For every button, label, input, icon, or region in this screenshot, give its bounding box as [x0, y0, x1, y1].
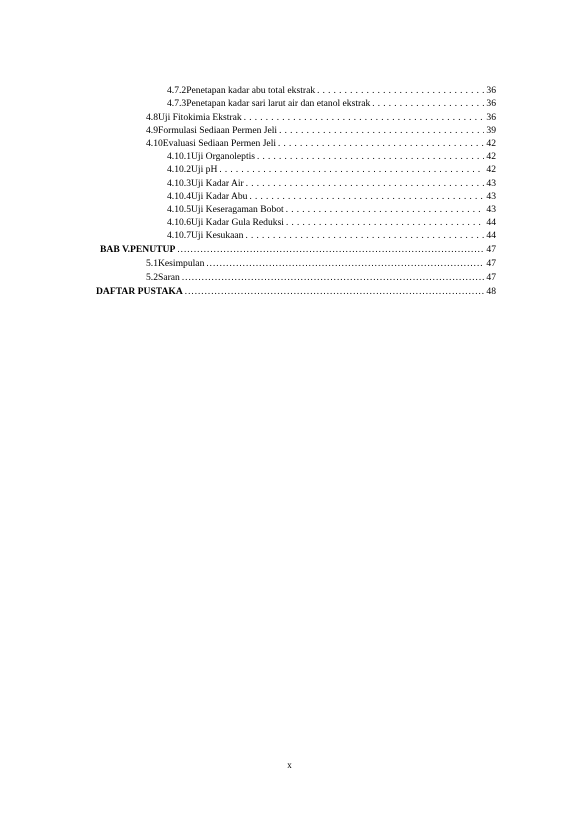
- toc-entry-page: 44: [486, 230, 496, 241]
- toc-dot-leader: [185, 285, 485, 297]
- toc-dot-leader: [177, 243, 484, 255]
- toc-bibliography-entry[interactable]: [96, 285, 496, 297]
- toc-entry[interactable]: [146, 257, 496, 269]
- toc-dot-leader: [182, 271, 485, 283]
- toc-entry-number: 5.1: [146, 258, 158, 269]
- toc-entry-number: 4.10.1: [167, 151, 191, 162]
- toc-entry-number: 4.10.2: [167, 164, 191, 175]
- toc-entry-page: 47: [486, 272, 496, 283]
- toc-entry-page: 43: [486, 204, 496, 215]
- toc-entry[interactable]: [167, 216, 496, 228]
- toc-entry-title: Uji Kadar Air: [190, 178, 244, 189]
- toc-entry-page: 42: [486, 138, 496, 149]
- toc-entry-page: 43: [486, 178, 496, 189]
- toc-entry[interactable]: [146, 111, 496, 123]
- toc-entry-title: Uji Keseragaman Bobot: [190, 204, 284, 215]
- toc-entry-page: 44: [486, 217, 496, 228]
- toc-entry-number: 4.10.4: [167, 191, 191, 202]
- toc-entry[interactable]: [167, 190, 496, 202]
- toc-entry[interactable]: [167, 97, 496, 109]
- toc-entry-number: 4.10.7: [167, 230, 191, 241]
- page-number: x: [287, 760, 292, 770]
- toc-dot-leader: [245, 229, 484, 241]
- toc-entry-page: 42: [486, 164, 496, 175]
- toc-entry-number: 5.2: [146, 272, 158, 283]
- toc-dot-leader: [257, 150, 484, 162]
- toc-dot-leader: [249, 190, 484, 202]
- toc-entry-number: 4.7.3: [167, 98, 187, 109]
- toc-entry-title: Saran: [158, 272, 180, 283]
- toc-entry-page: 39: [486, 125, 496, 136]
- toc-entry-number: 4.10.3: [167, 178, 191, 189]
- toc-dot-leader: [317, 84, 484, 96]
- toc-entry-title: Uji Fitokimia Ekstrak: [158, 112, 242, 123]
- toc-entry-title: Formulasi Sediaan Permen Jeli: [158, 125, 278, 136]
- toc-entry[interactable]: [146, 271, 496, 283]
- toc-entry-number: 4.9: [146, 125, 158, 136]
- toc-dot-leader: [206, 257, 484, 269]
- toc-entry[interactable]: [146, 137, 496, 149]
- toc-entry[interactable]: [146, 124, 496, 136]
- toc-entry-page: 36: [486, 112, 496, 123]
- toc-entry-title: Kesimpulan: [158, 258, 205, 269]
- toc-entry-page: 47: [486, 244, 496, 255]
- toc-entry[interactable]: [167, 177, 496, 189]
- toc-entry-number: 4.10.6: [167, 217, 191, 228]
- toc-entry[interactable]: [167, 84, 496, 96]
- toc-dot-leader: [278, 137, 484, 149]
- toc-dot-leader: [286, 203, 485, 215]
- toc-dot-leader: [372, 97, 484, 109]
- toc-entry-title: Uji pH: [190, 164, 218, 175]
- toc-entry-page: 36: [486, 98, 496, 109]
- toc-entry-title: Uji Kesukaan: [190, 230, 244, 241]
- toc-entry-title: PENUTUP: [130, 244, 176, 255]
- toc-entry-page: 48: [486, 286, 496, 297]
- toc-dot-leader: [279, 124, 484, 136]
- toc-dot-leader: [246, 177, 485, 189]
- toc-entry-page: 43: [486, 191, 496, 202]
- toc-entry-title: Penetapan kadar abu total ekstrak: [186, 85, 316, 96]
- toc-entry-number: 4.8: [146, 112, 158, 123]
- toc-entry-number: 4.7.2: [167, 85, 187, 96]
- toc-entry-title: Penetapan kadar sari larut air dan etanol ekstrak: [186, 98, 371, 109]
- toc-entry-title: Uji Kadar Abu: [190, 191, 248, 202]
- toc-entry-title: Uji Kadar Gula Reduksi: [190, 217, 284, 228]
- toc-entry-number: 4.10.5: [167, 204, 191, 215]
- toc-entry[interactable]: [167, 163, 496, 175]
- toc-entry-title: DAFTAR PUSTAKA: [96, 286, 183, 297]
- toc-entry-title: Uji Organoleptis: [190, 151, 256, 162]
- toc-entry-page: 47: [486, 258, 496, 269]
- toc-dot-leader: [244, 111, 485, 123]
- toc-dot-leader: [219, 163, 484, 175]
- toc-chapter-entry[interactable]: [100, 243, 496, 255]
- toc-entry[interactable]: [167, 150, 496, 162]
- toc-entry-page: 42: [486, 151, 496, 162]
- toc-entry-page: 36: [486, 85, 496, 96]
- toc-dot-leader: [286, 216, 484, 228]
- toc-entry[interactable]: [167, 203, 496, 215]
- toc-entry-number: BAB V.: [100, 244, 131, 255]
- toc-entry[interactable]: [167, 229, 496, 241]
- toc-entry-number: 4.10: [146, 138, 163, 149]
- toc-entry-title: Evaluasi Sediaan Permen Jeli: [162, 138, 277, 149]
